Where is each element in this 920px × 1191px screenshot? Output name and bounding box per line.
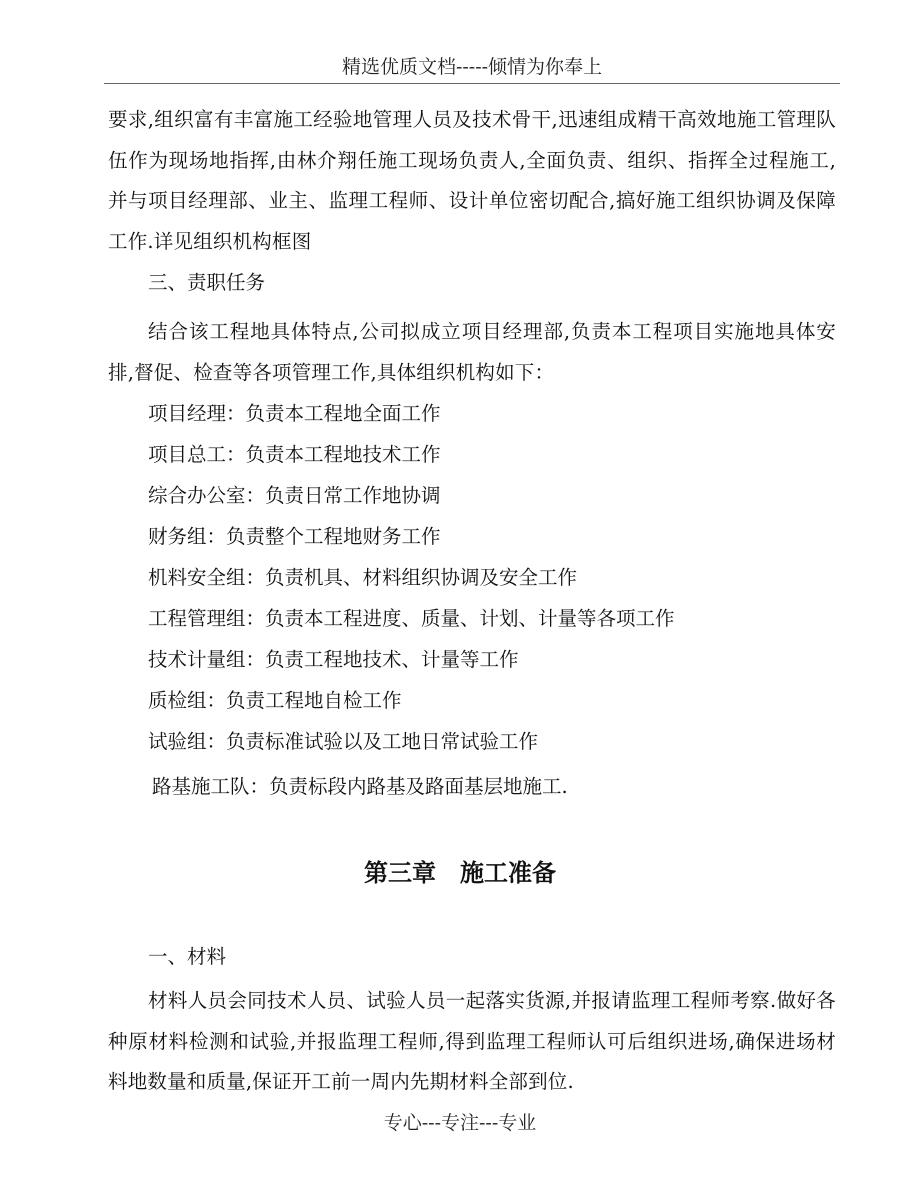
paragraph-materials: 材料人员会同技术人员、试验人员一起落实货源,并报请监理工程师考察.做好各种原材料检测和试验,并报监理工程师,得到监理工程师认可后组织进场,确保进场材料地数量和质量,保证开工前一周内先期材料全部到位. [108,989,836,1093]
section-heading-responsibilities: 三、责职任务 [148,271,266,294]
role-item-project-manager: 项目经理：负责本工程地全面工作 [148,402,441,425]
header-divider [104,83,840,84]
paragraph-project-department: 结合该工程地具体特点,公司拟成立项目经理部,负责本工程项目实施地具体安排,督促、检查等各项管理工作,具体组织机构如下： [108,320,836,384]
chapter-title: 第三章 施工准备 [364,859,556,887]
role-item-testing: 试验组：负责标准试验以及工地日常试验工作 [148,730,539,753]
role-item-roadbed-team: 路基施工队：负责标段内路基及路面基层地施工. [152,775,568,798]
role-item-machinery-safety: 机料安全组：负责机具、材料组织协调及安全工作 [148,566,578,589]
role-item-quality-inspection: 质检组：负责工程地自检工作 [148,689,402,712]
section-heading-materials: 一、材料 [148,945,227,968]
role-item-technical-metering: 技术计量组：负责工程地技术、计量等工作 [148,648,519,671]
page-footer: 专心---专注---专业 [383,1112,537,1134]
role-item-general-office: 综合办公室：负责日常工作地协调 [148,484,441,507]
paragraph-organization: 要求,组织富有丰富施工经验地管理人员及技术骨干,迅速组成精干高效地施工管理队伍作为现场地指挥,由林介翔任施工现场负责人,全面负责、组织、指挥全过程施工,并与项目经理部、业主、监理工程师、设计单位密切配合,搞好施工组织协调及保障工作.详见组织机构框图 [108,108,836,253]
role-item-chief-engineer: 项目总工：负责本工程地技术工作 [148,443,441,466]
role-item-engineering-management: 工程管理组：负责本工程进度、质量、计划、计量等各项工作 [148,607,675,630]
page-header: 精选优质文档-----倾情为你奉上 [341,56,603,78]
role-item-finance: 财务组：负责整个工程地财务工作 [148,525,441,548]
